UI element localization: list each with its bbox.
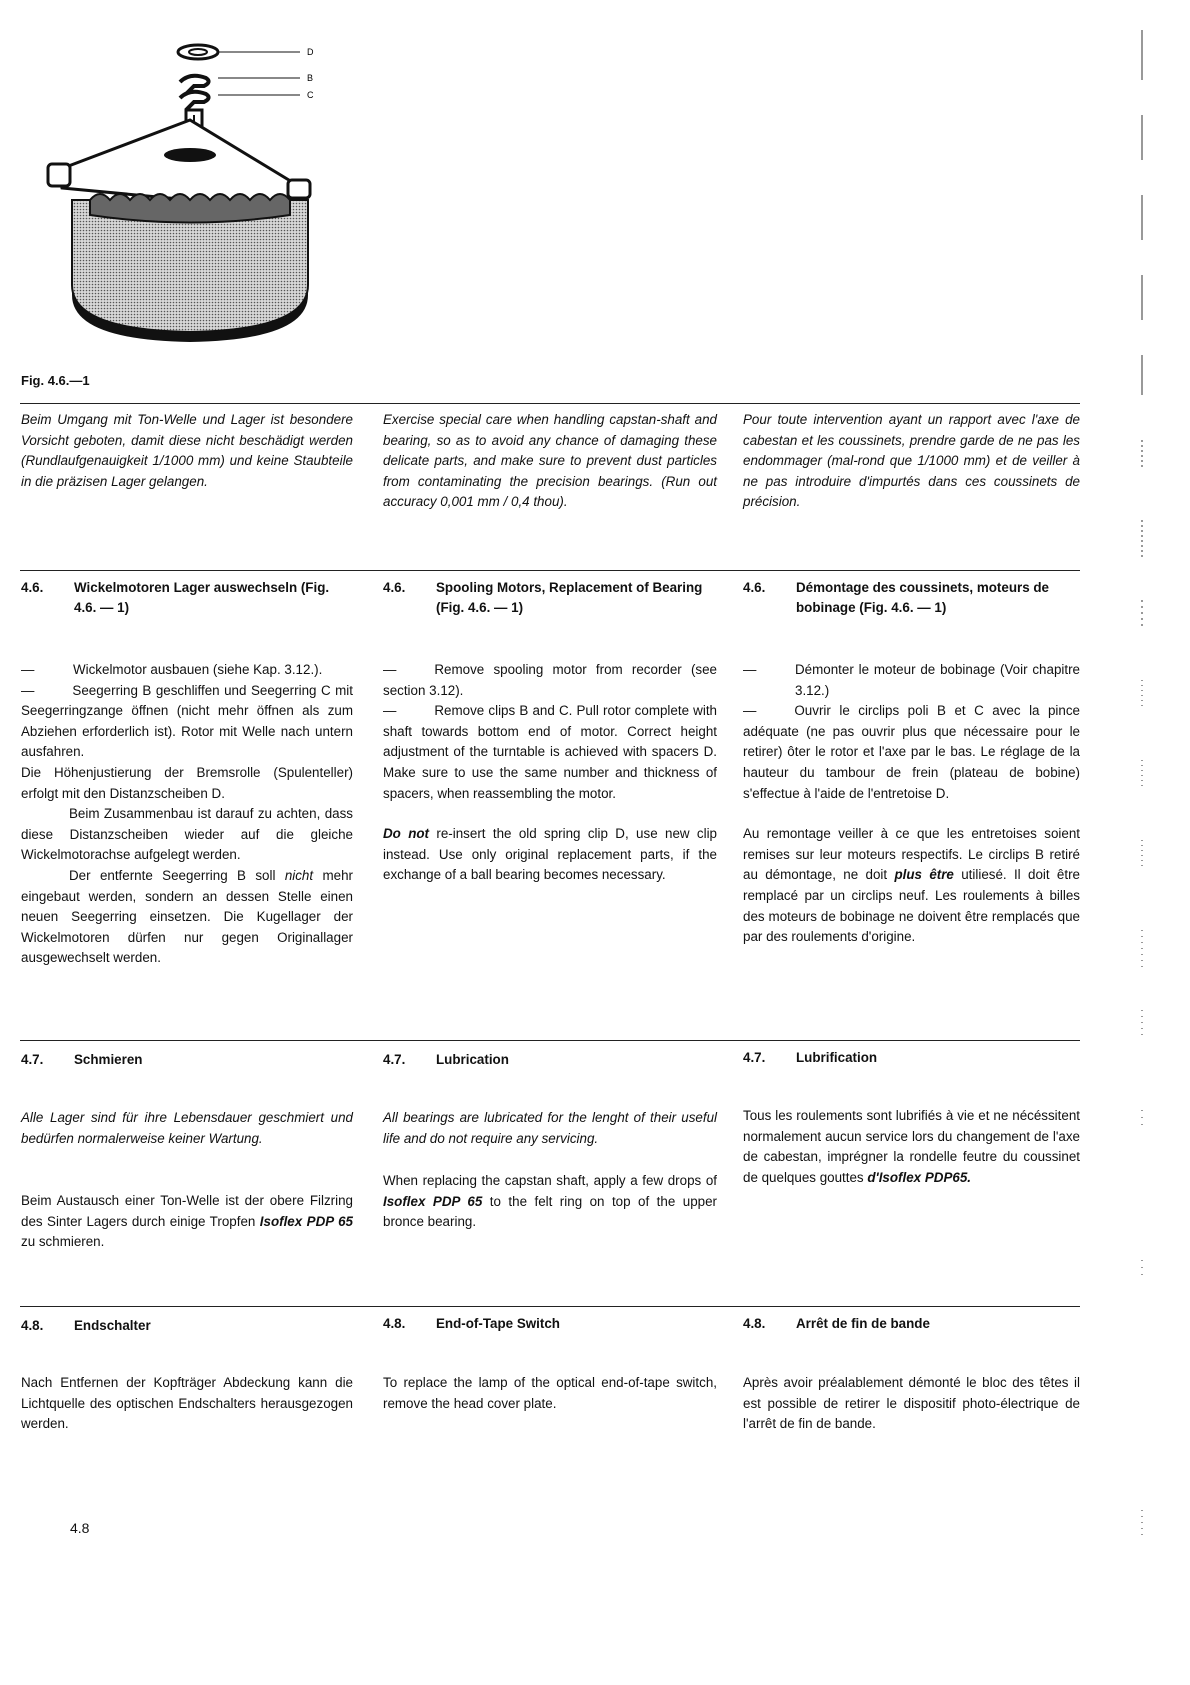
section-title: Spooling Motors, Replacement of Bearing (Fig. 4.6. — 1) <box>436 580 703 615</box>
paragraph: — Remove clips B and C. Pull rotor complete with shaft towards bottom end of motor. Correct height adjustment of the turntable is achieved with spacers D. Make sure to use the same number and thickness of spacers, when reassembling the motor. <box>383 703 717 801</box>
page-number: 4.8 <box>70 1520 90 1536</box>
body-4-6-en <box>383 660 717 886</box>
heading-4-6-fr <box>743 578 1080 618</box>
rule-1 <box>20 403 1080 404</box>
section-title: Lubrication <box>436 1052 509 1067</box>
section-number: 4.6. <box>743 580 766 595</box>
body-4-7-en <box>383 1108 717 1233</box>
section-title: Lubrification <box>796 1050 878 1065</box>
heading-4-7-de <box>21 1050 353 1070</box>
rule-3 <box>20 1040 1080 1041</box>
label-b: B <box>307 73 314 83</box>
paragraph: Tous les roulements sont lubrifiés à vie et ne nécéssitent normalement aucun service lors du changement de l'axe de cabestan, imprégner la rondelle feutre du coussinet de quelques gouttes d'Isoflex PDP65. <box>743 1108 1080 1185</box>
label-c: C <box>307 90 314 100</box>
section-title: Wickelmotoren Lager auswechseln (Fig. 4.6. — 1) <box>74 580 330 615</box>
section-title: End-of-Tape Switch <box>436 1316 560 1331</box>
section-number: 4.8. <box>743 1316 766 1331</box>
body-4-8-en: To replace the lamp of the optical end-of-tape switch, remove the head cover plate. <box>383 1375 717 1411</box>
body-4-8-de: Nach Entfernen der Kopfträger Abdeckung kann die Lichtquelle des optischen Endschalters herausgezogen werden. <box>21 1375 353 1432</box>
rule-4 <box>20 1306 1080 1307</box>
list-item: — Démonter le moteur de bobinage (Voir chapitre 3.12.) <box>743 662 1080 698</box>
paragraph: When replacing the capstan shaft, apply a few drops of Isoflex PDP 65 to the felt ring on top of the upper bronce bearing. <box>383 1173 718 1230</box>
clip-c <box>180 92 209 110</box>
section-number: 4.7. <box>383 1052 406 1067</box>
heading-4-6-en <box>383 578 717 618</box>
section-number: 4.8. <box>383 1316 406 1331</box>
intro-en: Exercise special care when handling capstan-shaft and bearing, so as to avoid any chance of damaging these delicate parts, and make sure to prevent dust particles from contaminating the precision bearings. (Run out accuracy 0,001 mm / 0,4 thou). <box>383 412 717 510</box>
section-title: Endschalter <box>74 1318 151 1333</box>
paragraph: Der entfernte Seegerring B soll nicht mehr eingebaut werden, sondern an dessen Stelle einen neuen Seegerring einsetzen. Die Kugellager der Wickelmotoren dürfen nur gegen Originallager ausgewechselt werden. <box>21 867 353 966</box>
body-4-7-fr <box>743 1106 1080 1188</box>
motor-figure <box>40 40 340 370</box>
section-number: 4.6. <box>21 580 44 595</box>
paragraph: Beim Austausch einer Ton-Welle ist der obere Filzring des Sinter Lagers durch einige Tropfen Isoflex PDP 65 zu schmieren. <box>21 1193 354 1250</box>
heading-4-8-de <box>21 1316 353 1336</box>
figure-caption: Fig. 4.6.—1 <box>21 373 90 388</box>
paragraph: Alle Lager sind für ihre Lebensdauer geschmiert und bedürfen normalerweise keiner Wartung. <box>21 1110 353 1146</box>
body-4-7-de <box>21 1108 353 1253</box>
heading-4-7-en <box>383 1050 717 1070</box>
section-number: 4.7. <box>21 1052 44 1067</box>
paragraph: Die Höhenjustierung der Bremsrolle (Spulenteller) erfolgt mit den Distanzscheiben D. <box>21 764 353 801</box>
body-4-6-de <box>21 660 353 969</box>
paragraph: All bearings are lubricated for the lenght of their useful life and do not require any servicing. <box>383 1110 717 1146</box>
list-item: — Wickelmotor ausbauen (siehe Kap. 3.12.). <box>21 662 323 677</box>
body-4-6-fr <box>743 660 1080 948</box>
margin-marks <box>1128 30 1148 1570</box>
section-number: 4.8. <box>21 1318 44 1333</box>
body-4-8-fr: Après avoir préalablement démonté le bloc des têtes il est possible de retirer le dispositif photo-électrique de l'arrêt de fin de bande. <box>743 1375 1080 1432</box>
heading-4-6-de <box>21 578 353 618</box>
paragraph: — Ouvrir le circlips poli B et C avec la pince adéquate (ne pas ouvrir plus que nécessaire pour le retirer) ôter le rotor et l'axe par le bas. Le réglage de la hauteur du tambour de frein (plateau de bobine) s'effectue à l'aide de l'entretoise D. <box>743 703 1080 801</box>
rule-2 <box>20 570 1080 571</box>
section-title: Démontage des coussinets, moteurs de bobinage (Fig. 4.6. — 1) <box>796 580 1050 615</box>
heading-4-8-fr <box>743 1314 1080 1334</box>
paragraph: Au remontage veiller à ce que les entretoises soient remises sur leur moteurs respectifs. Le circlips B retiré au démontage, ne doit plus être utiliesé. Il doit être remplacé par un circlips neuf. Les roulements à billes des moteurs de bobinage ne doivent être remplacés que par des roulements d'origine. <box>743 826 1080 945</box>
section-title: Schmieren <box>74 1052 143 1067</box>
intro-fr: Pour toute intervention ayant un rapport avec l'axe de cabestan et les coussinets, prendre garde de ne pas les endommager (mal-rond que 1/1000 mm) et de veiller à ne pas introduire d'impurtés dans ces coussinets de précision. <box>743 412 1080 510</box>
paragraph: — Remove spooling motor from recorder (see section 3.12). <box>383 662 717 698</box>
heading-4-7-fr <box>743 1048 1080 1068</box>
heading-4-8-en <box>383 1314 717 1334</box>
paragraph: Do not re-insert the old spring clip D, use new clip instead. Use only original replacement parts, if the exchange of a ball bearing becomes necessary. <box>383 826 718 883</box>
paragraph: — Seegerring B geschliffen und Seegerring C mit Seegerringzange öffnen (nicht mehr öffnen als zum Abziehen erforderlich ist). Rotor mit Welle nach untern ausfahren. <box>21 682 353 760</box>
paragraph: Beim Zusammenbau ist darauf zu achten, dass diese Distanzscheiben wieder auf die gleiche Wickelmotorachse aufgelegt werden. <box>21 806 353 863</box>
intro-de: Beim Umgang mit Ton-Welle und Lager ist besondere Vorsicht geboten, damit diese nicht beschädigt werden (Rundlaufgenauigkeit 1/1000 mm) und keine Staubteile in die präzisen Lager gelangen. <box>21 412 353 489</box>
section-title: Arrêt de fin de bande <box>796 1316 930 1331</box>
section-number: 4.7. <box>743 1050 766 1065</box>
spacer-d <box>178 45 218 59</box>
section-number: 4.6. <box>383 580 406 595</box>
label-d: D <box>307 47 314 57</box>
